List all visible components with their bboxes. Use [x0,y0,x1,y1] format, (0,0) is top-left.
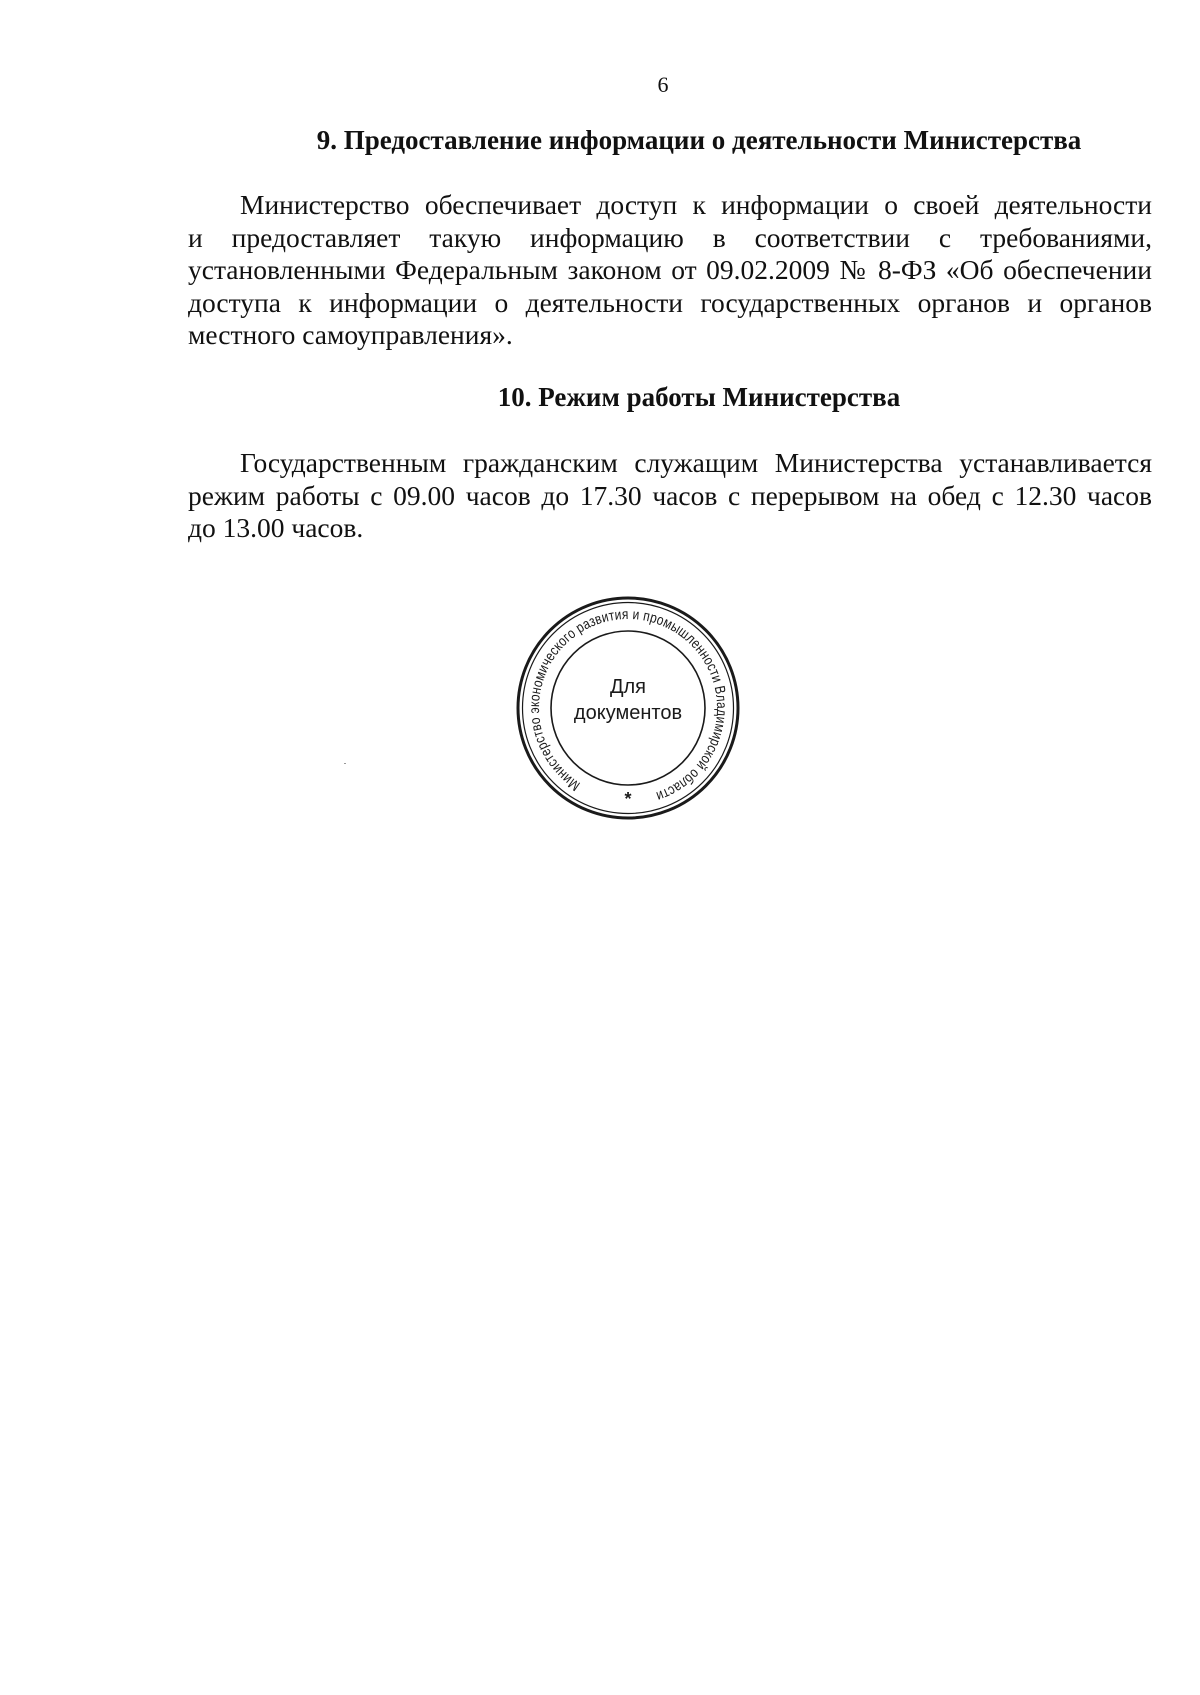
section-10-paragraph [188,447,1152,545]
stamp-center-line-2: документов [573,702,683,724]
paragraph-line: и предоставляет такую информацию в соответствии с требованиями, [188,221,1152,253]
paragraph-line: Министерство обеспечивает доступ к информации о своей деятельности [240,189,1152,220]
stamp-ring-text: Министерство экономического развития и промышленности Владимирской области [526,606,730,805]
page-number: 6 [657,72,669,97]
paragraph-line: доступа к информации о деятельности государственных органов и органов [188,286,1152,318]
paragraph-line: до 13.00 часов. [188,512,364,543]
stamp-center-line-1: Для [609,676,647,698]
paragraph-line: установленными Федеральным законом от 09.02.2009 № 8-ФЗ «Об обеспечении [188,254,1152,285]
paragraph-line: режим работы с 09.00 часов до 17.30 часов с перерывом на обед с 12.30 часов [188,479,1152,511]
stamp-star-icon: * [624,789,632,809]
paragraph-line: местного самоуправления». [188,319,513,350]
official-stamp [515,595,741,821]
scan-speck [344,763,346,764]
section-9-paragraph [188,189,1152,352]
section-10-heading: 10. Режим работы Министерства [497,382,901,412]
section-9-heading: 9. Предоставление информации о деятельности Министерства [316,125,1082,155]
paragraph-line: Государственным гражданским служащим Министерства устанавливается [240,447,1152,478]
